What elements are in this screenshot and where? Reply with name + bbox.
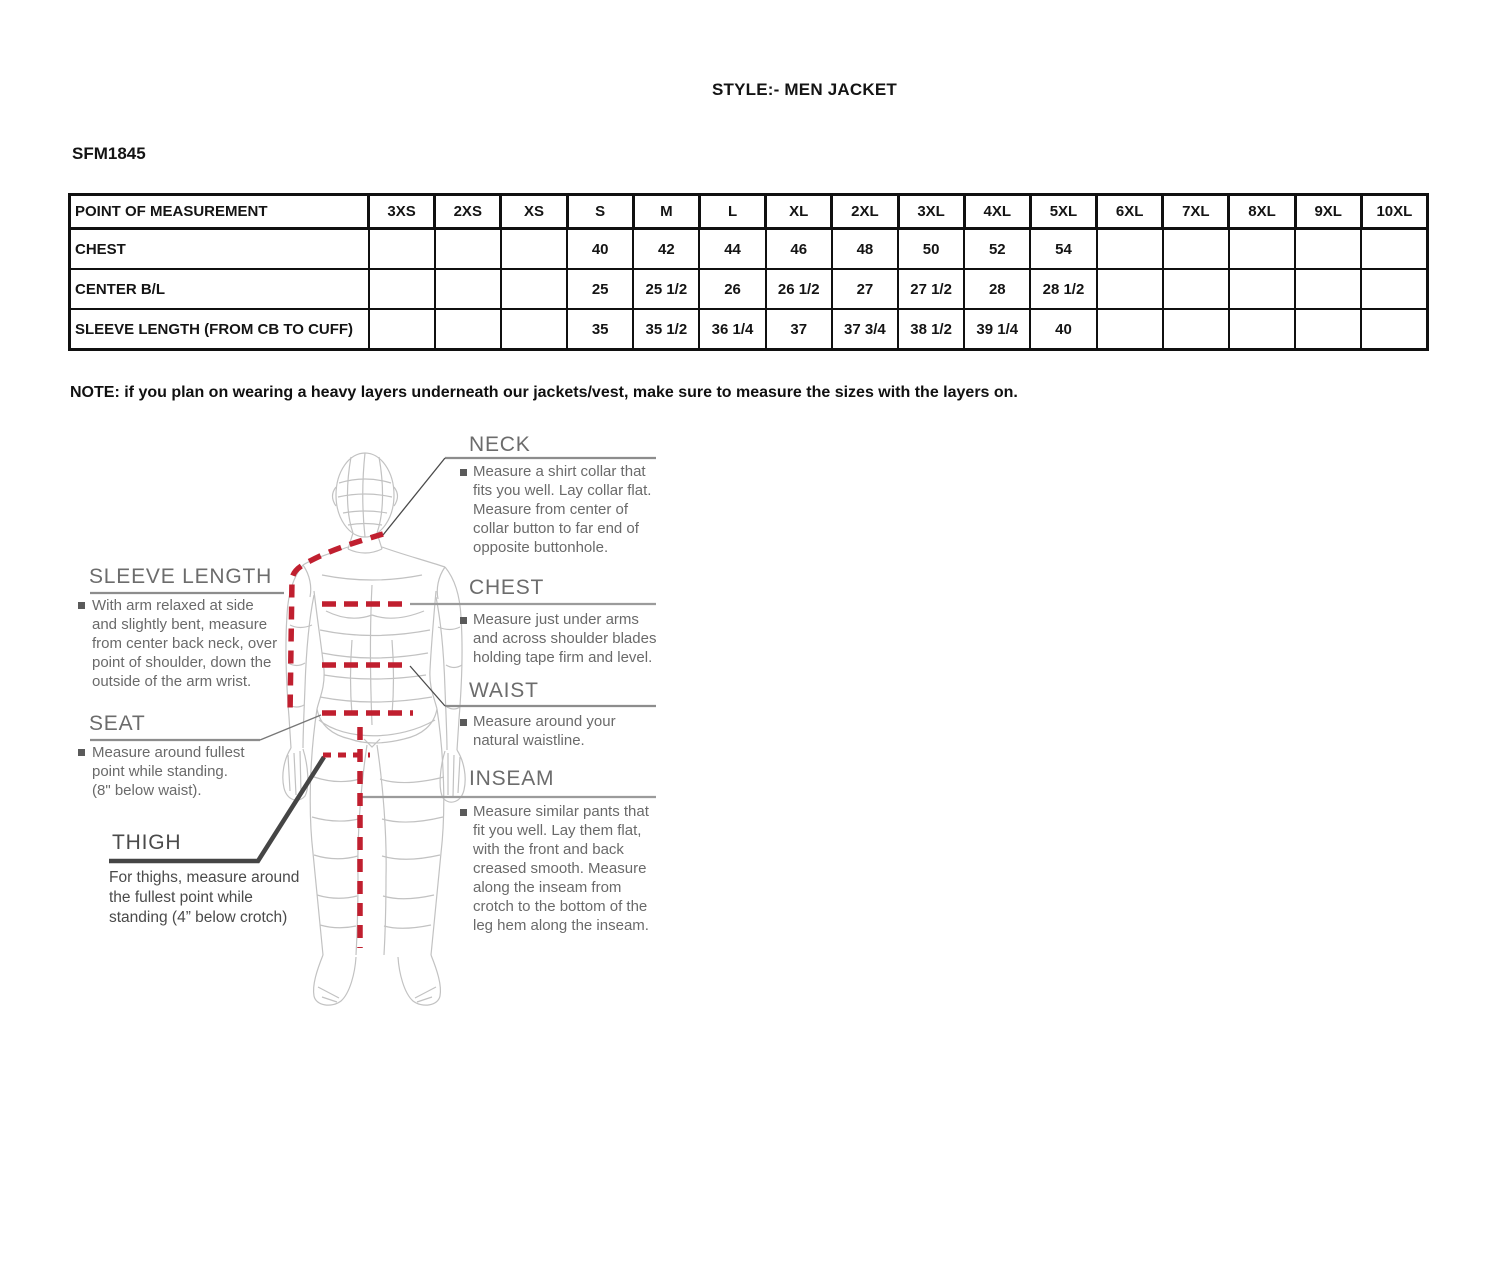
- table-row: [70, 269, 1428, 309]
- size-value-cell: [1361, 269, 1427, 309]
- size-value-cell: 52: [964, 229, 1030, 270]
- size-value-cell: [435, 229, 501, 270]
- size-value-cell: [369, 309, 435, 350]
- text-line: outside of the arm wrist.: [92, 673, 252, 690]
- size-value-cell: 28: [964, 269, 1030, 309]
- text-line: Measure around your: [473, 713, 616, 730]
- text-line: Measure a shirt collar that: [473, 463, 646, 480]
- table-row: [70, 309, 1428, 350]
- neck-label: NECK: [469, 433, 531, 456]
- column-header: 2XS: [435, 195, 501, 229]
- thigh-instructions: [109, 868, 299, 928]
- size-value-cell: [1295, 229, 1361, 270]
- text-line: fits you well. Lay collar flat.: [473, 482, 652, 499]
- size-value-cell: [1361, 229, 1427, 270]
- size-table-body: [70, 229, 1428, 350]
- size-value-cell: 42: [633, 229, 699, 270]
- size-value-cell: [1163, 309, 1229, 350]
- size-value-cell: [1295, 269, 1361, 309]
- sleeve-length-line: [290, 534, 383, 715]
- column-header: XL: [766, 195, 832, 229]
- column-header: 3XL: [898, 195, 964, 229]
- chest-label: CHEST: [469, 576, 545, 599]
- text-line: leg hem along the inseam.: [473, 917, 649, 934]
- text-line: Measure similar pants that: [473, 803, 649, 820]
- seat-label: SEAT: [89, 712, 146, 735]
- size-value-cell: 25: [567, 269, 633, 309]
- size-table-head-row: [70, 195, 1428, 229]
- chest-instructions: [473, 610, 656, 667]
- size-value-cell: 27: [832, 269, 898, 309]
- waist-label: WAIST: [469, 679, 539, 702]
- text-line: Measure around fullest: [92, 744, 245, 761]
- size-value-cell: 36 1/4: [699, 309, 765, 350]
- column-header: 6XL: [1097, 195, 1163, 229]
- size-value-cell: 40: [567, 229, 633, 270]
- size-value-cell: 35: [567, 309, 633, 350]
- row-label: CENTER B/L: [70, 269, 369, 309]
- text-line: opposite buttonhole.: [473, 539, 609, 556]
- size-value-cell: 27 1/2: [898, 269, 964, 309]
- size-value-cell: 26 1/2: [766, 269, 832, 309]
- size-value-cell: [501, 309, 567, 350]
- text-line: Measure just under arms: [473, 611, 639, 628]
- column-header: XS: [501, 195, 567, 229]
- text-line: With arm relaxed at side: [92, 597, 254, 614]
- size-value-cell: [1097, 229, 1163, 270]
- size-value-cell: [1295, 309, 1361, 350]
- size-value-cell: 54: [1030, 229, 1096, 270]
- size-value-cell: [369, 269, 435, 309]
- inseam-instructions: [473, 802, 649, 935]
- text-line: fit you well. Lay them flat,: [473, 822, 642, 839]
- size-table: [68, 193, 1429, 351]
- size-value-cell: [1361, 309, 1427, 350]
- table-row: [70, 229, 1428, 270]
- size-value-cell: 39 1/4: [964, 309, 1030, 350]
- page-title: STYLE:- MEN JACKET: [712, 80, 897, 99]
- text-line: point of shoulder, down the: [92, 654, 272, 671]
- bullet-icon: [460, 469, 467, 476]
- thigh-label: THIGH: [112, 831, 182, 854]
- size-value-cell: [1229, 309, 1295, 350]
- sleeve-length-label: SLEEVE LENGTH: [89, 565, 273, 588]
- text-line: with the front and back: [473, 841, 624, 858]
- text-line: natural waistline.: [473, 732, 585, 749]
- size-value-cell: [435, 269, 501, 309]
- style-code: SFM1845: [72, 144, 146, 163]
- text-line: collar button to far end of: [473, 520, 639, 537]
- column-header: S: [567, 195, 633, 229]
- text-line: standing (4” below crotch): [109, 909, 288, 926]
- text-line: holding tape firm and level.: [473, 649, 653, 666]
- bullet-icon: [460, 719, 467, 726]
- neck-instructions: [473, 462, 651, 557]
- text-line: creased smooth. Measure: [473, 860, 647, 877]
- note-text: NOTE: if you plan on wearing a heavy layers underneath our jackets/vest, make sure to measure the sizes with the layers on.: [70, 384, 1018, 401]
- text-line: crotch to the bottom of the: [473, 898, 648, 915]
- bullet-icon: [460, 809, 467, 816]
- size-value-cell: [1097, 309, 1163, 350]
- column-header: 3XS: [369, 195, 435, 229]
- column-header: 7XL: [1163, 195, 1229, 229]
- text-line: For thighs, measure around: [109, 869, 300, 886]
- size-value-cell: 48: [832, 229, 898, 270]
- inseam-label: INSEAM: [469, 767, 555, 790]
- size-value-cell: 37 3/4: [832, 309, 898, 350]
- size-value-cell: [501, 269, 567, 309]
- size-value-cell: [435, 309, 501, 350]
- column-header: POINT OF MEASUREMENT: [70, 195, 369, 229]
- size-value-cell: 50: [898, 229, 964, 270]
- text-line: and across shoulder blades: [473, 630, 657, 647]
- text-line: along the inseam from: [473, 879, 622, 896]
- size-value-cell: 35 1/2: [633, 309, 699, 350]
- size-value-cell: [501, 229, 567, 270]
- column-header: 2XL: [832, 195, 898, 229]
- size-value-cell: [1163, 269, 1229, 309]
- size-value-cell: [1229, 269, 1295, 309]
- row-label: CHEST: [70, 229, 369, 270]
- text-line: from center back neck, over: [92, 635, 278, 652]
- column-header: 10XL: [1361, 195, 1427, 229]
- column-header: 5XL: [1030, 195, 1096, 229]
- text-line: (8" below waist).: [92, 782, 202, 799]
- size-value-cell: 26: [699, 269, 765, 309]
- text-line: the fullest point while: [109, 889, 253, 906]
- size-value-cell: [1097, 269, 1163, 309]
- seat-instructions: [92, 743, 245, 800]
- column-header: L: [699, 195, 765, 229]
- bullet-icon: [78, 749, 85, 756]
- measurement-diagram: [60, 425, 700, 1045]
- sleeve-length-instructions: [92, 596, 277, 691]
- size-value-cell: [1163, 229, 1229, 270]
- size-value-cell: 44: [699, 229, 765, 270]
- size-value-cell: 40: [1030, 309, 1096, 350]
- size-value-cell: [1229, 229, 1295, 270]
- bullet-icon: [460, 617, 467, 624]
- size-value-cell: 37: [766, 309, 832, 350]
- text-line: Measure from center of: [473, 501, 629, 518]
- size-value-cell: 28 1/2: [1030, 269, 1096, 309]
- text-line: point while standing.: [92, 763, 228, 780]
- size-value-cell: 38 1/2: [898, 309, 964, 350]
- column-header: M: [633, 195, 699, 229]
- column-header: 9XL: [1295, 195, 1361, 229]
- row-label: SLEEVE LENGTH (FROM CB TO CUFF): [70, 309, 369, 350]
- column-header: 4XL: [964, 195, 1030, 229]
- size-value-cell: 46: [766, 229, 832, 270]
- bullet-icon: [78, 602, 85, 609]
- waist-instructions: [473, 712, 616, 750]
- text-line: and slightly bent, measure: [92, 616, 268, 633]
- size-value-cell: [369, 229, 435, 270]
- column-header: 8XL: [1229, 195, 1295, 229]
- size-table-container: [68, 193, 1429, 351]
- size-value-cell: 25 1/2: [633, 269, 699, 309]
